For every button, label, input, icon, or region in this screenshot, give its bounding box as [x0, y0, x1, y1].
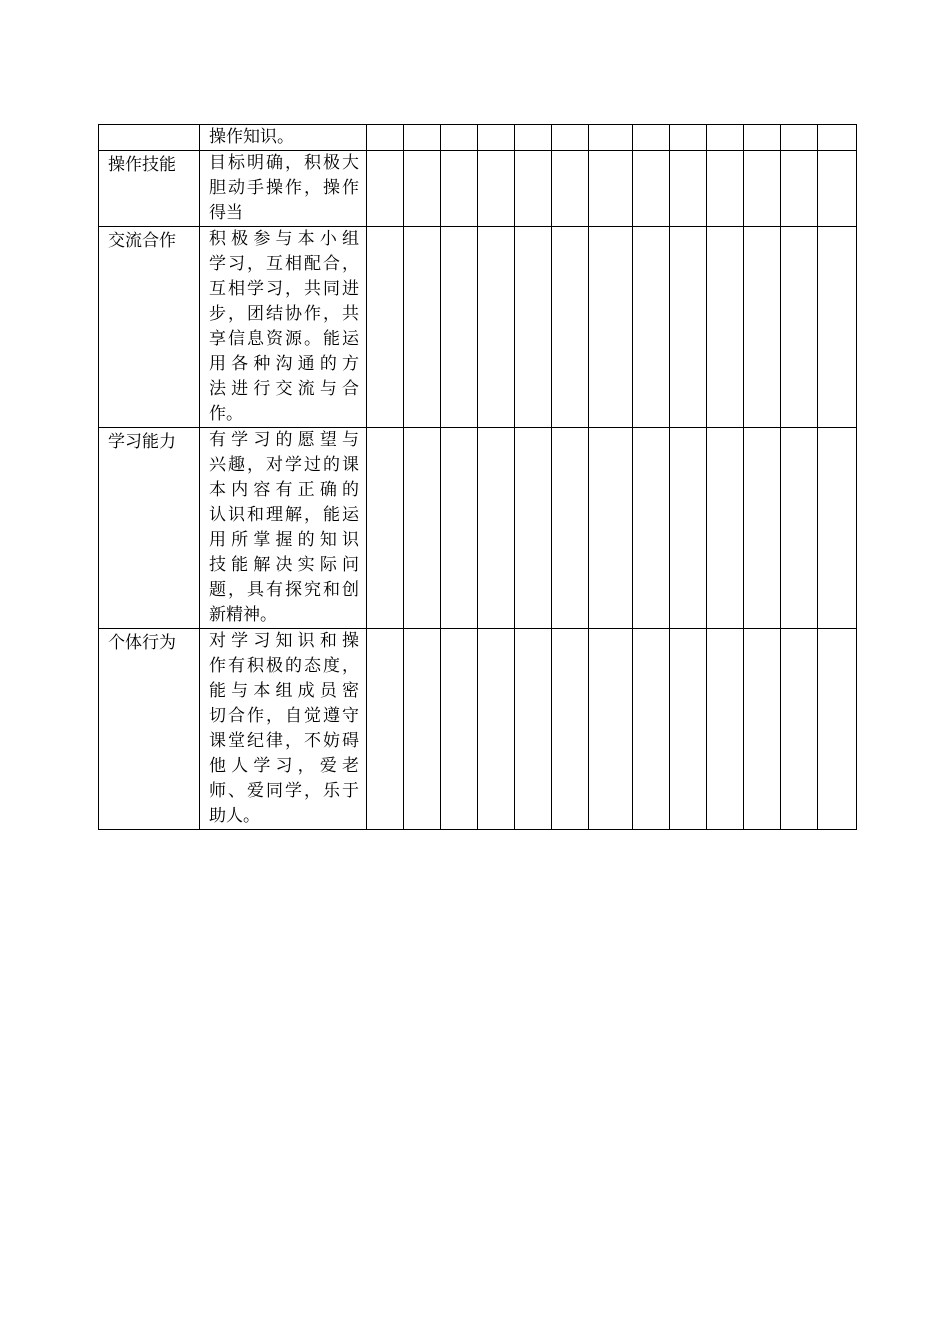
score-cell[interactable]	[478, 125, 515, 151]
score-cell[interactable]	[515, 151, 552, 227]
score-cell[interactable]	[441, 428, 478, 629]
criteria-line: 操作知识。	[209, 127, 294, 147]
score-cell[interactable]	[744, 428, 781, 629]
criteria-line: 得当	[209, 203, 243, 223]
criteria-cell	[200, 125, 367, 151]
score-cell[interactable]	[515, 428, 552, 629]
score-cell[interactable]	[633, 125, 670, 151]
score-cell[interactable]	[478, 227, 515, 428]
score-cell[interactable]	[818, 125, 857, 151]
table-row	[99, 125, 857, 151]
category-cell	[99, 428, 200, 629]
criteria-line: 助人。	[209, 806, 260, 826]
score-cell[interactable]	[818, 227, 857, 428]
score-cell[interactable]	[707, 151, 744, 227]
criteria-line: 法进行交流与合	[209, 379, 359, 399]
score-cell[interactable]	[781, 428, 818, 629]
score-cell[interactable]	[818, 151, 857, 227]
criteria-cell	[200, 428, 367, 629]
category-cell	[99, 629, 200, 830]
score-cell[interactable]	[633, 227, 670, 428]
score-cell[interactable]	[707, 428, 744, 629]
score-cell[interactable]	[589, 125, 633, 151]
score-cell[interactable]	[441, 227, 478, 428]
score-cell[interactable]	[441, 629, 478, 830]
criteria-line: 技能解决实际问	[209, 555, 359, 575]
criteria-line: 胆动手操作，操作	[209, 178, 359, 198]
score-cell[interactable]	[367, 151, 404, 227]
criteria-line: 新精神。	[209, 605, 277, 625]
criteria-line: 用各种沟通的方	[209, 354, 359, 374]
table-body	[99, 125, 857, 830]
criteria-line: 兴趣，对学过的课	[209, 455, 359, 475]
criteria-line: 师、爱同学，乐于	[209, 781, 359, 801]
score-cell[interactable]	[515, 227, 552, 428]
criteria-line: 本内容有正确的	[209, 480, 359, 500]
criteria-cell	[200, 151, 367, 227]
score-cell[interactable]	[552, 227, 589, 428]
score-cell[interactable]	[744, 629, 781, 830]
table-row	[99, 151, 857, 227]
criteria-line: 学习，互相配合，	[209, 254, 359, 274]
score-cell[interactable]	[552, 428, 589, 629]
score-cell[interactable]	[781, 629, 818, 830]
criteria-line: 目标明确，积极大	[209, 153, 359, 173]
score-cell[interactable]	[404, 227, 441, 428]
criteria-cell	[200, 227, 367, 428]
score-cell[interactable]	[478, 629, 515, 830]
criteria-line: 有学习的愿望与	[209, 430, 359, 450]
score-cell[interactable]	[367, 125, 404, 151]
score-cell[interactable]	[781, 125, 818, 151]
evaluation-table	[98, 124, 857, 830]
score-cell[interactable]	[781, 227, 818, 428]
score-cell[interactable]	[367, 629, 404, 830]
category-label: 操作技能	[108, 155, 176, 175]
criteria-text	[209, 125, 359, 150]
score-cell[interactable]	[744, 125, 781, 151]
score-cell[interactable]	[589, 428, 633, 629]
score-cell[interactable]	[478, 151, 515, 227]
score-cell[interactable]	[670, 428, 707, 629]
category-cell	[99, 151, 200, 227]
score-cell[interactable]	[781, 151, 818, 227]
score-cell[interactable]	[589, 151, 633, 227]
criteria-line: 认识和理解，能运	[209, 505, 359, 525]
score-cell[interactable]	[404, 125, 441, 151]
score-cell[interactable]	[367, 227, 404, 428]
score-cell[interactable]	[367, 428, 404, 629]
criteria-line: 作有积极的态度，	[209, 656, 359, 676]
criteria-line: 积极参与本小组	[209, 229, 359, 249]
category-cell	[99, 227, 200, 428]
score-cell[interactable]	[589, 629, 633, 830]
score-cell[interactable]	[441, 125, 478, 151]
criteria-line: 享信息资源。能运	[209, 329, 359, 349]
score-cell[interactable]	[818, 629, 857, 830]
score-cell[interactable]	[404, 428, 441, 629]
score-cell[interactable]	[515, 125, 552, 151]
score-cell[interactable]	[744, 151, 781, 227]
score-cell[interactable]	[633, 151, 670, 227]
score-cell[interactable]	[515, 629, 552, 830]
score-cell[interactable]	[670, 227, 707, 428]
score-cell[interactable]	[707, 227, 744, 428]
table-row	[99, 428, 857, 629]
criteria-text	[209, 428, 359, 628]
category-cell	[99, 125, 200, 151]
score-cell[interactable]	[552, 125, 589, 151]
score-cell[interactable]	[744, 227, 781, 428]
score-cell[interactable]	[633, 428, 670, 629]
criteria-line: 步，团结协作，共	[209, 304, 359, 324]
criteria-line: 互相学习，共同进	[209, 279, 359, 299]
score-cell[interactable]	[707, 125, 744, 151]
criteria-text	[209, 629, 359, 829]
category-label: 交流合作	[108, 231, 176, 251]
score-cell[interactable]	[552, 151, 589, 227]
criteria-line: 切合作，自觉遵守	[209, 706, 359, 726]
criteria-line: 能与本组成员密	[209, 681, 359, 701]
score-cell[interactable]	[441, 151, 478, 227]
score-cell[interactable]	[404, 151, 441, 227]
score-cell[interactable]	[478, 428, 515, 629]
criteria-text	[209, 227, 359, 427]
criteria-line: 用所掌握的知识	[209, 530, 359, 550]
criteria-line: 题，具有探究和创	[209, 580, 359, 600]
table-row	[99, 227, 857, 428]
criteria-line: 对学习知识和操	[209, 631, 359, 651]
score-cell[interactable]	[552, 629, 589, 830]
score-cell[interactable]	[670, 125, 707, 151]
criteria-text	[209, 151, 359, 226]
criteria-line: 课堂纪律，不妨碍	[209, 731, 359, 751]
criteria-cell	[200, 629, 367, 830]
score-cell[interactable]	[670, 151, 707, 227]
score-cell[interactable]	[670, 629, 707, 830]
category-label: 学习能力	[108, 432, 176, 452]
score-cell[interactable]	[633, 629, 670, 830]
table-row	[99, 629, 857, 830]
criteria-line: 作。	[209, 404, 243, 424]
category-label: 个体行为	[108, 633, 176, 653]
score-cell[interactable]	[589, 227, 633, 428]
score-cell[interactable]	[404, 629, 441, 830]
score-cell[interactable]	[707, 629, 744, 830]
score-cell[interactable]	[818, 428, 857, 629]
criteria-line: 他人学习，爱老	[209, 756, 359, 776]
